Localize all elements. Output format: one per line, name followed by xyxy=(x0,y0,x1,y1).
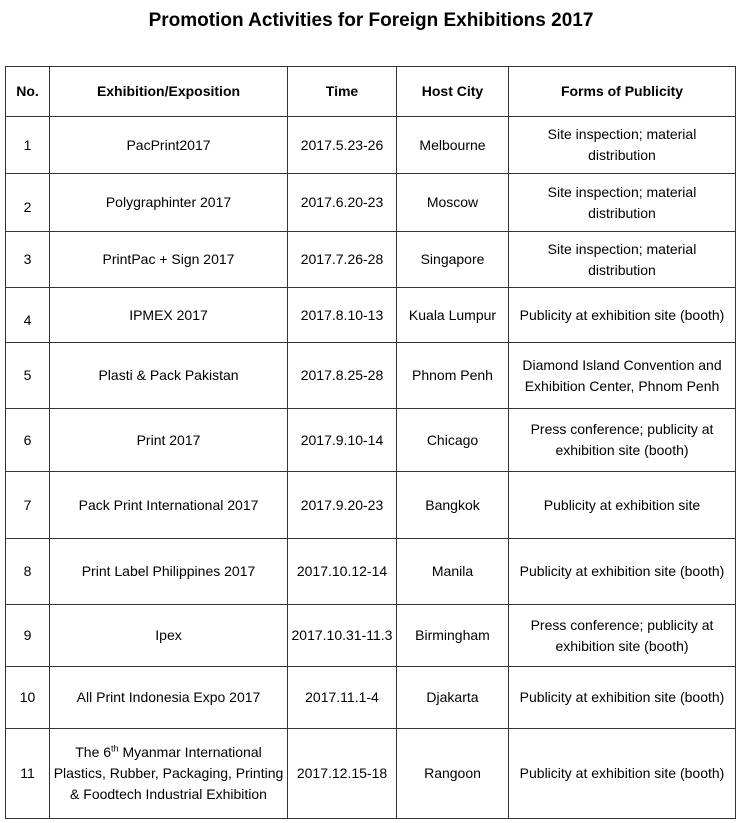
cell-exhibition: Pack Print International 2017 xyxy=(50,472,288,539)
exhibitions-table xyxy=(5,66,736,819)
header-time: Time xyxy=(288,67,397,117)
table-header-row xyxy=(6,67,736,117)
table-row xyxy=(6,472,736,539)
table-row xyxy=(6,605,736,667)
table-row xyxy=(6,343,736,409)
exhibition-name-part: Myanmar International Plastics, Rubber, Packaging, Printing & Foodtech Industrial Exhibition xyxy=(53,744,284,802)
table-row xyxy=(6,729,736,819)
cell-city: Moscow xyxy=(397,174,509,232)
cell-time: 2017.8.25-28 xyxy=(288,343,397,409)
cell-exhibition: Plasti & Pack Pakistan xyxy=(50,343,288,409)
cell-time: 2017.6.20-23 xyxy=(288,174,397,232)
cell-time: 2017.11.1-4 xyxy=(288,667,397,729)
cell-exhibition: Print Label Philippines 2017 xyxy=(50,539,288,605)
table-row xyxy=(6,667,736,729)
cell-city: Bangkok xyxy=(397,472,509,539)
cell-no: 1 xyxy=(6,117,50,174)
cell-no: 2 xyxy=(6,174,50,232)
table-row xyxy=(6,288,736,343)
cell-no: 3 xyxy=(6,232,50,288)
cell-time: 2017.9.20-23 xyxy=(288,472,397,539)
cell-publicity: Site inspection; material distribution xyxy=(509,232,736,288)
cell-no: 7 xyxy=(6,472,50,539)
cell-exhibition: All Print Indonesia Expo 2017 xyxy=(50,667,288,729)
exhibition-name-part: The 6 xyxy=(75,744,112,760)
cell-publicity: Publicity at exhibition site (booth) xyxy=(509,288,736,343)
cell-time: 2017.12.15-18 xyxy=(288,729,397,819)
cell-exhibition: Ipex xyxy=(50,605,288,667)
cell-exhibition: PrintPac + Sign 2017 xyxy=(50,232,288,288)
ordinal-suffix: th xyxy=(111,743,119,754)
cell-city: Djakarta xyxy=(397,667,509,729)
cell-city: Chicago xyxy=(397,409,509,472)
table-row xyxy=(6,232,736,288)
cell-no: 6 xyxy=(6,409,50,472)
cell-city: Melbourne xyxy=(397,117,509,174)
cell-exhibition: PacPrint2017 xyxy=(50,117,288,174)
cell-city: Singapore xyxy=(397,232,509,288)
cell-publicity: Publicity at exhibition site (booth) xyxy=(509,539,736,605)
cell-exhibition: IPMEX 2017 xyxy=(50,288,288,343)
cell-time: 2017.8.10-13 xyxy=(288,288,397,343)
table-row xyxy=(6,174,736,232)
cell-time: 2017.10.12-14 xyxy=(288,539,397,605)
cell-publicity: Site inspection; material distribution xyxy=(509,174,736,232)
header-exhibition: Exhibition/Exposition xyxy=(50,67,288,117)
cell-city: Phnom Penh xyxy=(397,343,509,409)
cell-time: 2017.9.10-14 xyxy=(288,409,397,472)
cell-publicity: Publicity at exhibition site (booth) xyxy=(509,729,736,819)
header-city: Host City xyxy=(397,67,509,117)
cell-publicity: Publicity at exhibition site xyxy=(509,472,736,539)
header-publicity: Forms of Publicity xyxy=(509,67,736,117)
cell-exhibition: Polygraphinter 2017 xyxy=(50,174,288,232)
cell-exhibition: Print 2017 xyxy=(50,409,288,472)
cell-no: 5 xyxy=(6,343,50,409)
cell-publicity: Press conference; publicity at exhibition site (booth) xyxy=(509,409,736,472)
header-no: No. xyxy=(6,67,50,117)
cell-city: Kuala Lumpur xyxy=(397,288,509,343)
cell-no: 8 xyxy=(6,539,50,605)
table-row xyxy=(6,539,736,605)
cell-publicity: Diamond Island Convention and Exhibition Center, Phnom Penh xyxy=(509,343,736,409)
cell-city: Birmingham xyxy=(397,605,509,667)
cell-city: Manila xyxy=(397,539,509,605)
cell-no: 9 xyxy=(6,605,50,667)
table-row xyxy=(6,117,736,174)
cell-publicity: Press conference; publicity at exhibition site (booth) xyxy=(509,605,736,667)
cell-no: 11 xyxy=(6,729,50,819)
cell-city: Rangoon xyxy=(397,729,509,819)
cell-time: 2017.7.26-28 xyxy=(288,232,397,288)
cell-no: 4 xyxy=(6,288,50,343)
cell-no: 10 xyxy=(6,667,50,729)
page-title: Promotion Activities for Foreign Exhibitions 2017 xyxy=(148,10,594,31)
cell-exhibition xyxy=(50,729,288,819)
cell-publicity: Site inspection; material distribution xyxy=(509,117,736,174)
cell-publicity: Publicity at exhibition site (booth) xyxy=(509,667,736,729)
cell-time: 2017.5.23-26 xyxy=(288,117,397,174)
table-row xyxy=(6,409,736,472)
cell-time: 2017.10.31-11.3 xyxy=(288,605,397,667)
